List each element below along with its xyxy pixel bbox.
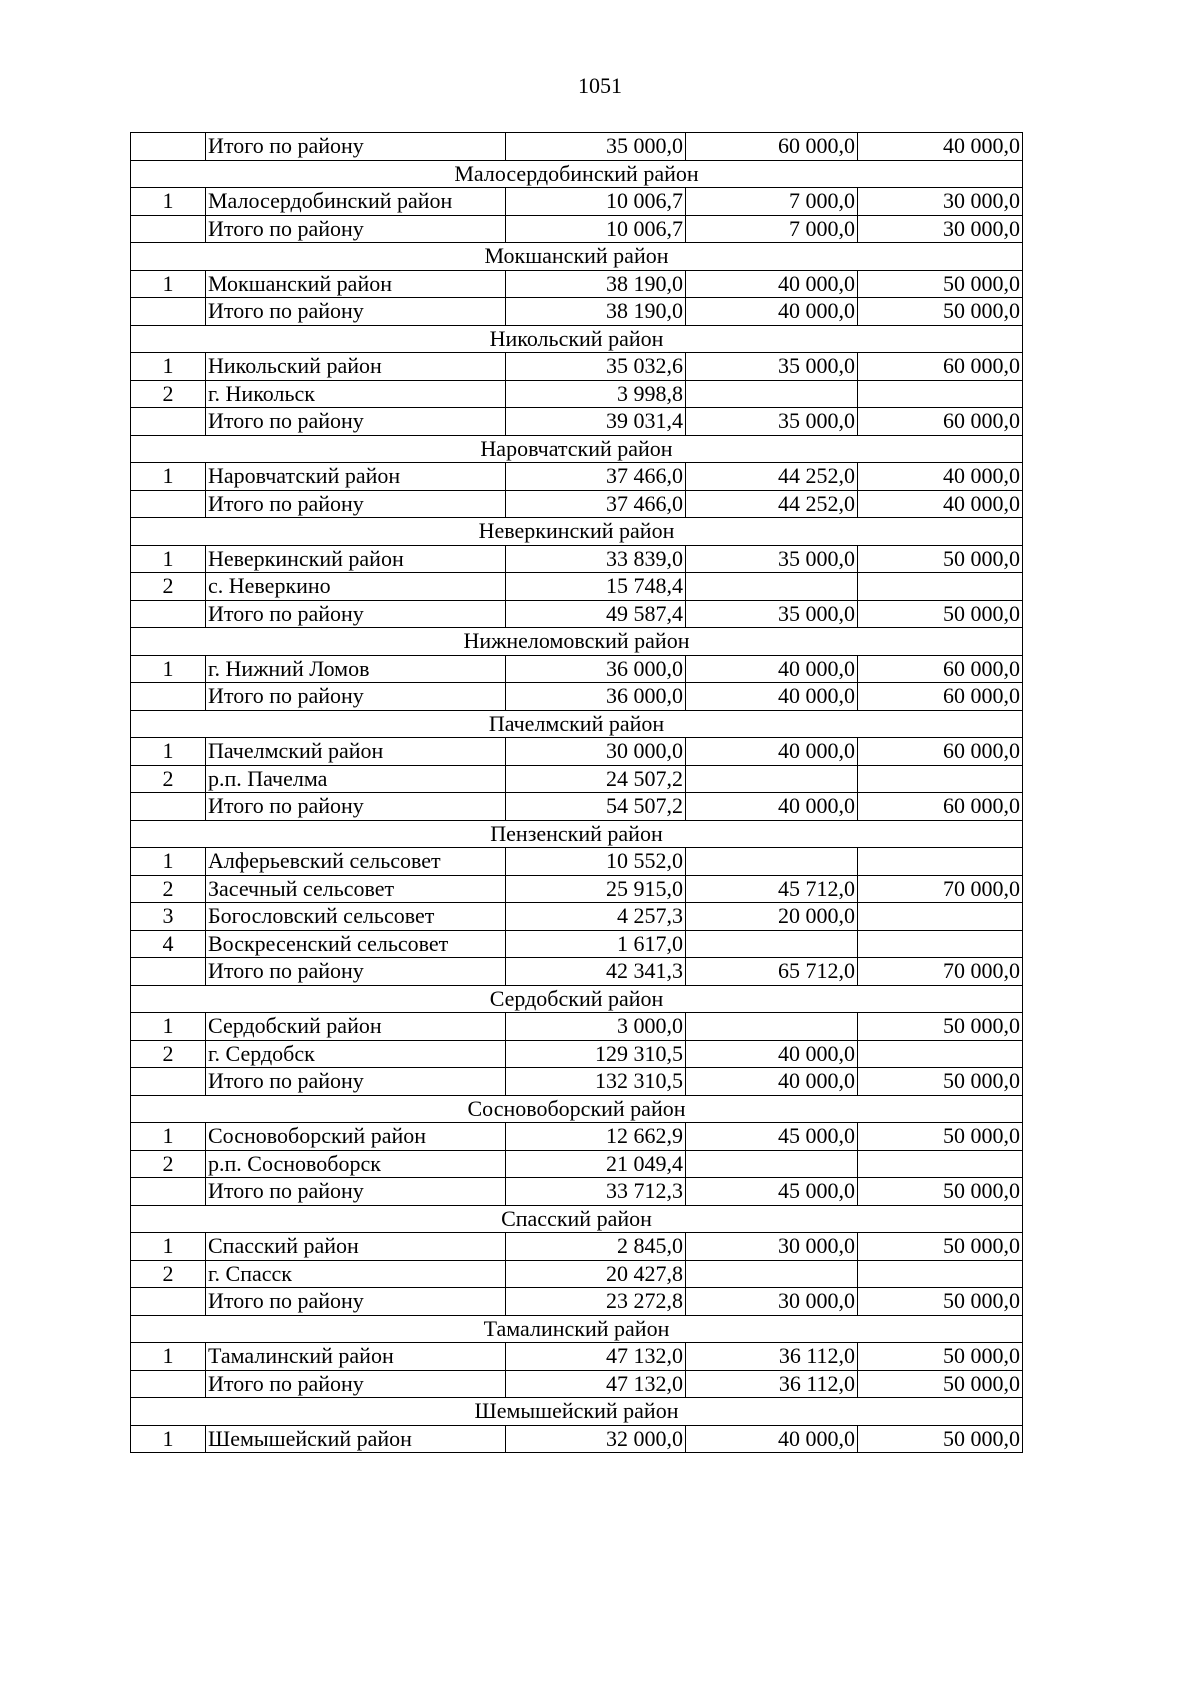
row-name: Итого по району: [206, 298, 506, 326]
row-name: Спасский район: [206, 1233, 506, 1261]
row-number: [131, 793, 206, 821]
value-col-3: 50 000,0: [858, 1178, 1023, 1206]
row-name: Итого по району: [206, 215, 506, 243]
value-col-1: 3 000,0: [506, 1013, 686, 1041]
value-col-3: 50 000,0: [858, 545, 1023, 573]
row-number: 1: [131, 1233, 206, 1261]
row-number: 1: [131, 1013, 206, 1041]
value-col-3: 50 000,0: [858, 1233, 1023, 1261]
value-col-2: 40 000,0: [686, 1425, 858, 1453]
row-number: 4: [131, 930, 206, 958]
budget-table-body: [131, 133, 1023, 1453]
row-number: 1: [131, 1343, 206, 1371]
value-col-3: [858, 765, 1023, 793]
value-col-3: 30 000,0: [858, 215, 1023, 243]
row-number: 1: [131, 270, 206, 298]
value-col-2: [686, 1150, 858, 1178]
value-col-1: 3 998,8: [506, 380, 686, 408]
value-col-1: 4 257,3: [506, 903, 686, 931]
row-name: г. Сердобск: [206, 1040, 506, 1068]
row-number: [131, 298, 206, 326]
value-col-2: 40 000,0: [686, 683, 858, 711]
district-total-row: [131, 600, 1023, 628]
row-name: Воскресенский сельсовет: [206, 930, 506, 958]
district-title: Пачелмский район: [131, 710, 1023, 738]
value-col-3: 40 000,0: [858, 463, 1023, 491]
table-row: [131, 1260, 1023, 1288]
value-col-2: 30 000,0: [686, 1288, 858, 1316]
district-title: Сердобский район: [131, 985, 1023, 1013]
value-col-3: [858, 380, 1023, 408]
value-col-3: 60 000,0: [858, 793, 1023, 821]
district-title: Шемышейский район: [131, 1398, 1023, 1426]
district-title: Никольский район: [131, 325, 1023, 353]
row-name: Мокшанский район: [206, 270, 506, 298]
table-row: [131, 655, 1023, 683]
table-row: [131, 270, 1023, 298]
row-name: Итого по району: [206, 490, 506, 518]
district-title: Мокшанский район: [131, 243, 1023, 271]
value-col-2: 40 000,0: [686, 270, 858, 298]
value-col-1: 49 587,4: [506, 600, 686, 628]
value-col-1: 2 845,0: [506, 1233, 686, 1261]
value-col-2: 44 252,0: [686, 490, 858, 518]
value-col-1: 35 032,6: [506, 353, 686, 381]
value-col-3: [858, 573, 1023, 601]
value-col-3: 50 000,0: [858, 270, 1023, 298]
row-name: Итого по району: [206, 793, 506, 821]
value-col-2: 40 000,0: [686, 1040, 858, 1068]
row-number: 1: [131, 353, 206, 381]
value-col-2: 40 000,0: [686, 793, 858, 821]
value-col-3: 60 000,0: [858, 738, 1023, 766]
value-col-1: 47 132,0: [506, 1343, 686, 1371]
row-name: Итого по району: [206, 1068, 506, 1096]
value-col-2: [686, 930, 858, 958]
value-col-1: 47 132,0: [506, 1370, 686, 1398]
district-title: Спасский район: [131, 1205, 1023, 1233]
district-header-row: [131, 1205, 1023, 1233]
value-col-2: [686, 765, 858, 793]
district-total-row: [131, 1370, 1023, 1398]
table-row: [131, 1233, 1023, 1261]
row-name: Богословский сельсовет: [206, 903, 506, 931]
row-name: с. Неверкино: [206, 573, 506, 601]
value-col-2: 7 000,0: [686, 188, 858, 216]
row-number: 2: [131, 380, 206, 408]
row-name: р.п. Сосновоборск: [206, 1150, 506, 1178]
value-col-1: 37 466,0: [506, 490, 686, 518]
district-title: Пензенский район: [131, 820, 1023, 848]
value-col-1: 132 310,5: [506, 1068, 686, 1096]
value-col-2: [686, 1260, 858, 1288]
value-col-3: 50 000,0: [858, 1013, 1023, 1041]
district-title: Неверкинский район: [131, 518, 1023, 546]
row-number: [131, 215, 206, 243]
value-col-1: 33 712,3: [506, 1178, 686, 1206]
row-name: Засечный сельсовет: [206, 875, 506, 903]
budget-table: [130, 132, 1023, 1453]
row-number: 1: [131, 545, 206, 573]
row-number: 1: [131, 738, 206, 766]
district-title: Тамалинский район: [131, 1315, 1023, 1343]
value-col-3: 60 000,0: [858, 353, 1023, 381]
table-row: [131, 1040, 1023, 1068]
district-header-row: [131, 325, 1023, 353]
table-row: [131, 738, 1023, 766]
table-row: [131, 1123, 1023, 1151]
table-row: [131, 1425, 1023, 1453]
value-col-2: 40 000,0: [686, 738, 858, 766]
value-col-3: [858, 1260, 1023, 1288]
row-number: 1: [131, 1123, 206, 1151]
value-col-1: 10 006,7: [506, 188, 686, 216]
value-col-1: 30 000,0: [506, 738, 686, 766]
district-total-row: [131, 408, 1023, 436]
row-name: г. Спасск: [206, 1260, 506, 1288]
row-number: 3: [131, 903, 206, 931]
value-col-1: 10 552,0: [506, 848, 686, 876]
district-header-row: [131, 243, 1023, 271]
value-col-3: 30 000,0: [858, 188, 1023, 216]
row-number: [131, 1288, 206, 1316]
value-col-1: 10 006,7: [506, 215, 686, 243]
row-number: 1: [131, 1425, 206, 1453]
value-col-1: 35 000,0: [506, 133, 686, 161]
table-row: [131, 930, 1023, 958]
value-col-3: 70 000,0: [858, 875, 1023, 903]
row-name: Итого по району: [206, 1370, 506, 1398]
value-col-2: [686, 848, 858, 876]
value-col-1: 25 915,0: [506, 875, 686, 903]
value-col-3: 50 000,0: [858, 1123, 1023, 1151]
value-col-3: 40 000,0: [858, 490, 1023, 518]
district-header-row: [131, 820, 1023, 848]
row-name: Сосновоборский район: [206, 1123, 506, 1151]
district-header-row: [131, 710, 1023, 738]
row-number: 1: [131, 463, 206, 491]
district-total-row: [131, 215, 1023, 243]
table-row: [131, 875, 1023, 903]
value-col-2: 40 000,0: [686, 298, 858, 326]
value-col-2: 35 000,0: [686, 600, 858, 628]
value-col-1: 38 190,0: [506, 270, 686, 298]
row-name: Шемышейский район: [206, 1425, 506, 1453]
value-col-2: 20 000,0: [686, 903, 858, 931]
district-title: Наровчатский район: [131, 435, 1023, 463]
row-number: [131, 490, 206, 518]
row-name: Итого по району: [206, 1178, 506, 1206]
district-header-row: [131, 628, 1023, 656]
value-col-2: 45 712,0: [686, 875, 858, 903]
row-name: г. Никольск: [206, 380, 506, 408]
value-col-3: [858, 1150, 1023, 1178]
value-col-3: [858, 1040, 1023, 1068]
value-col-2: 44 252,0: [686, 463, 858, 491]
district-total-row: [131, 1288, 1023, 1316]
table-row: [131, 1150, 1023, 1178]
district-title: Малосердобинский район: [131, 160, 1023, 188]
value-col-2: 45 000,0: [686, 1123, 858, 1151]
page-number: 1051: [578, 73, 622, 98]
district-total-row: [131, 298, 1023, 326]
row-number: 2: [131, 875, 206, 903]
value-col-3: 50 000,0: [858, 298, 1023, 326]
value-col-2: 36 112,0: [686, 1370, 858, 1398]
value-col-3: 70 000,0: [858, 958, 1023, 986]
district-total-row: [131, 793, 1023, 821]
district-header-row: [131, 518, 1023, 546]
table-row: [131, 545, 1023, 573]
row-name: Малосердобинский район: [206, 188, 506, 216]
district-total-row: [131, 1068, 1023, 1096]
value-col-3: [858, 903, 1023, 931]
row-name: Итого по району: [206, 1288, 506, 1316]
row-name: Наровчатский район: [206, 463, 506, 491]
value-col-1: 15 748,4: [506, 573, 686, 601]
value-col-1: 23 272,8: [506, 1288, 686, 1316]
row-name: Неверкинский район: [206, 545, 506, 573]
table-row: [131, 1013, 1023, 1041]
row-number: [131, 683, 206, 711]
value-col-3: 60 000,0: [858, 655, 1023, 683]
value-col-1: 33 839,0: [506, 545, 686, 573]
row-name: Итого по району: [206, 133, 506, 161]
district-total-row: [131, 958, 1023, 986]
value-col-2: 30 000,0: [686, 1233, 858, 1261]
row-number: 2: [131, 573, 206, 601]
value-col-2: 7 000,0: [686, 215, 858, 243]
row-number: [131, 1370, 206, 1398]
table-row: [131, 903, 1023, 931]
row-name: Итого по району: [206, 683, 506, 711]
value-col-1: 42 341,3: [506, 958, 686, 986]
value-col-3: [858, 930, 1023, 958]
district-header-row: [131, 435, 1023, 463]
row-number: 1: [131, 188, 206, 216]
row-name: Пачелмский район: [206, 738, 506, 766]
value-col-2: 65 712,0: [686, 958, 858, 986]
row-number: [131, 133, 206, 161]
value-col-1: 24 507,2: [506, 765, 686, 793]
value-col-2: 36 112,0: [686, 1343, 858, 1371]
value-col-1: 38 190,0: [506, 298, 686, 326]
value-col-1: 32 000,0: [506, 1425, 686, 1453]
value-col-2: 35 000,0: [686, 545, 858, 573]
row-name: Никольский район: [206, 353, 506, 381]
table-row: [131, 380, 1023, 408]
district-total-row: [131, 1178, 1023, 1206]
value-col-1: 129 310,5: [506, 1040, 686, 1068]
value-col-2: 40 000,0: [686, 1068, 858, 1096]
row-name: Итого по району: [206, 408, 506, 436]
value-col-2: 35 000,0: [686, 408, 858, 436]
value-col-1: 21 049,4: [506, 1150, 686, 1178]
district-total-row: [131, 683, 1023, 711]
row-name: г. Нижний Ломов: [206, 655, 506, 683]
row-number: [131, 600, 206, 628]
row-name: Итого по району: [206, 958, 506, 986]
district-title: Нижнеломовский район: [131, 628, 1023, 656]
table-row: [131, 1343, 1023, 1371]
district-total-row: [131, 490, 1023, 518]
value-col-1: 54 507,2: [506, 793, 686, 821]
value-col-3: 50 000,0: [858, 1343, 1023, 1371]
row-number: 1: [131, 655, 206, 683]
value-col-3: 50 000,0: [858, 1068, 1023, 1096]
row-number: 2: [131, 765, 206, 793]
table-row: [131, 188, 1023, 216]
row-name: Сердобский район: [206, 1013, 506, 1041]
district-header-row: [131, 1095, 1023, 1123]
value-col-1: 12 662,9: [506, 1123, 686, 1151]
row-number: 2: [131, 1040, 206, 1068]
value-col-1: 1 617,0: [506, 930, 686, 958]
district-total-row: [131, 133, 1023, 161]
row-number: 2: [131, 1260, 206, 1288]
value-col-3: 50 000,0: [858, 1288, 1023, 1316]
row-name: Итого по району: [206, 600, 506, 628]
row-number: [131, 1068, 206, 1096]
value-col-2: 45 000,0: [686, 1178, 858, 1206]
row-number: [131, 1178, 206, 1206]
value-col-1: 20 427,8: [506, 1260, 686, 1288]
value-col-3: 60 000,0: [858, 408, 1023, 436]
table-row: [131, 353, 1023, 381]
value-col-2: [686, 573, 858, 601]
district-header-row: [131, 985, 1023, 1013]
row-name: р.п. Пачелма: [206, 765, 506, 793]
value-col-1: 36 000,0: [506, 683, 686, 711]
value-col-3: 60 000,0: [858, 683, 1023, 711]
row-number: [131, 958, 206, 986]
row-number: 1: [131, 848, 206, 876]
row-number: [131, 408, 206, 436]
district-header-row: [131, 1398, 1023, 1426]
value-col-3: [858, 848, 1023, 876]
value-col-1: 37 466,0: [506, 463, 686, 491]
table-row: [131, 573, 1023, 601]
district-title: Сосновоборский район: [131, 1095, 1023, 1123]
row-name: Алферьевский сельсовет: [206, 848, 506, 876]
district-header-row: [131, 1315, 1023, 1343]
value-col-2: [686, 1013, 858, 1041]
value-col-2: 60 000,0: [686, 133, 858, 161]
value-col-2: [686, 380, 858, 408]
value-col-1: 36 000,0: [506, 655, 686, 683]
district-header-row: [131, 160, 1023, 188]
value-col-3: 50 000,0: [858, 1425, 1023, 1453]
value-col-1: 39 031,4: [506, 408, 686, 436]
row-number: 2: [131, 1150, 206, 1178]
table-row: [131, 848, 1023, 876]
value-col-2: 35 000,0: [686, 353, 858, 381]
value-col-2: 40 000,0: [686, 655, 858, 683]
value-col-3: 40 000,0: [858, 133, 1023, 161]
value-col-3: 50 000,0: [858, 1370, 1023, 1398]
value-col-3: 50 000,0: [858, 600, 1023, 628]
table-row: [131, 765, 1023, 793]
row-name: Тамалинский район: [206, 1343, 506, 1371]
table-row: [131, 463, 1023, 491]
